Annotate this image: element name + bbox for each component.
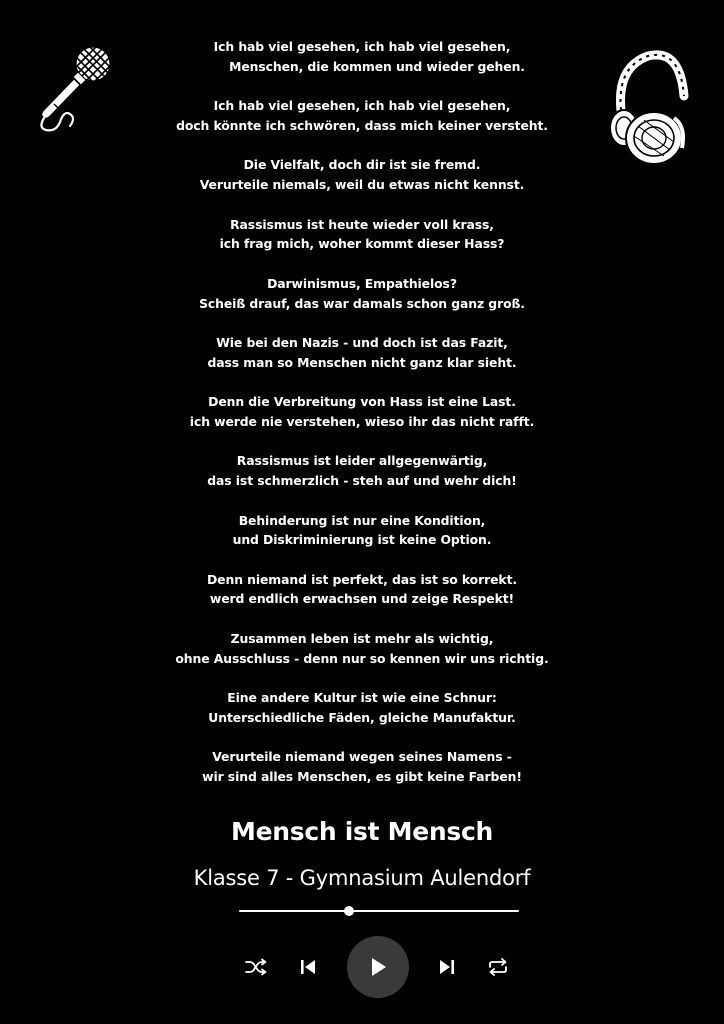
lyric-line: Wie bei den Nazis - und doch ist das Fazit, [216,334,508,350]
stanza [0,629,724,669]
lyric-line: Rassismus ist leider allgegenwärtig, [236,453,488,469]
lyric-line: Scheiß drauf, das war damals schon ganz groß. [199,295,525,311]
lyric-line: Unterschiedliche Fäden, gleiche Manufaktur. [208,709,516,725]
lyric-line: und Diskriminierung ist keine Option. [232,532,492,548]
track-title: Mensch ist Mensch [231,817,493,846]
next-button[interactable] [435,955,459,979]
lyric-line: ich frag mich, woher kommt dieser Hass? [219,236,505,252]
lyric-line: Ich hab viel gesehen, ich hab viel gesehen, [213,98,511,114]
play-button[interactable] [347,936,409,998]
lyric-line: doch könnte ich schwören, dass mich keiner versteht. [176,117,548,133]
lyric-line: das ist schmerzlich - steh auf und wehr dich! [207,473,517,489]
stanza [0,392,724,432]
play-icon [368,956,388,978]
stanza [0,451,724,491]
stanza [0,215,724,255]
lyric-line: Rassismus ist heute wieder voll krass, [230,216,494,232]
lyric-line: werd endlich erwachsen und zeige Respekt! [209,591,515,607]
stanza [0,333,724,373]
stanza [0,155,724,195]
progress-bar[interactable] [239,901,519,921]
lyric-line: ohne Ausschluss - denn nur so kennen wir uns richtig. [175,650,549,666]
shuffle-button[interactable] [243,955,269,979]
playback-controls [0,934,724,998]
skip-next-icon [438,958,456,976]
lyric-line: dass man so Menschen nicht ganz klar sieht. [207,354,517,370]
stanza [0,747,724,787]
stanza [0,96,724,136]
lyric-line: Die Vielfalt, doch dir ist sie fremd. [243,157,481,173]
lyric-line: Menschen, die kommen und wieder gehen. [229,58,525,74]
repeat-button[interactable] [485,955,511,979]
lyric-line: Darwinismus, Empathielos? [267,275,457,291]
stanza [0,511,724,551]
track-subtitle: Klasse 7 - Gymnasium Aulendorf [193,866,531,890]
repeat-icon [487,958,509,976]
lyric-line: Behinderung ist nur eine Kondition, [238,512,486,528]
lyric-line: wir sind alles Menschen, es gibt keine Farben! [202,769,522,785]
lyric-line: Verurteile niemand wegen seines Namens - [212,749,512,765]
lyric-line: Denn die Verbreitung von Hass ist eine Last. [208,394,516,410]
lyric-line: Zusammen leben ist mehr als wichtig, [230,630,494,646]
lyric-line: ich werde nie verstehen, wieso ihr das nicht rafft. [189,413,535,429]
lyric-line: Denn niemand ist perfekt, das ist so korrekt. [206,571,517,587]
progress-track[interactable] [239,910,519,912]
lyric-line: Ich hab viel gesehen, ich hab viel gesehen, [213,39,511,54]
shuffle-icon [245,958,267,976]
skip-previous-icon [299,958,317,976]
lyric-line: Eine andere Kultur ist wie eine Schnur: [227,690,497,706]
stanza [0,570,724,610]
previous-button[interactable] [296,955,320,979]
stanza [0,688,724,728]
lyric-line: Verurteile niemals, weil du etwas nicht kennst. [199,177,525,193]
stanza [0,274,724,314]
progress-knob[interactable] [344,906,354,916]
stanza [0,37,724,77]
lyrics [0,37,724,806]
